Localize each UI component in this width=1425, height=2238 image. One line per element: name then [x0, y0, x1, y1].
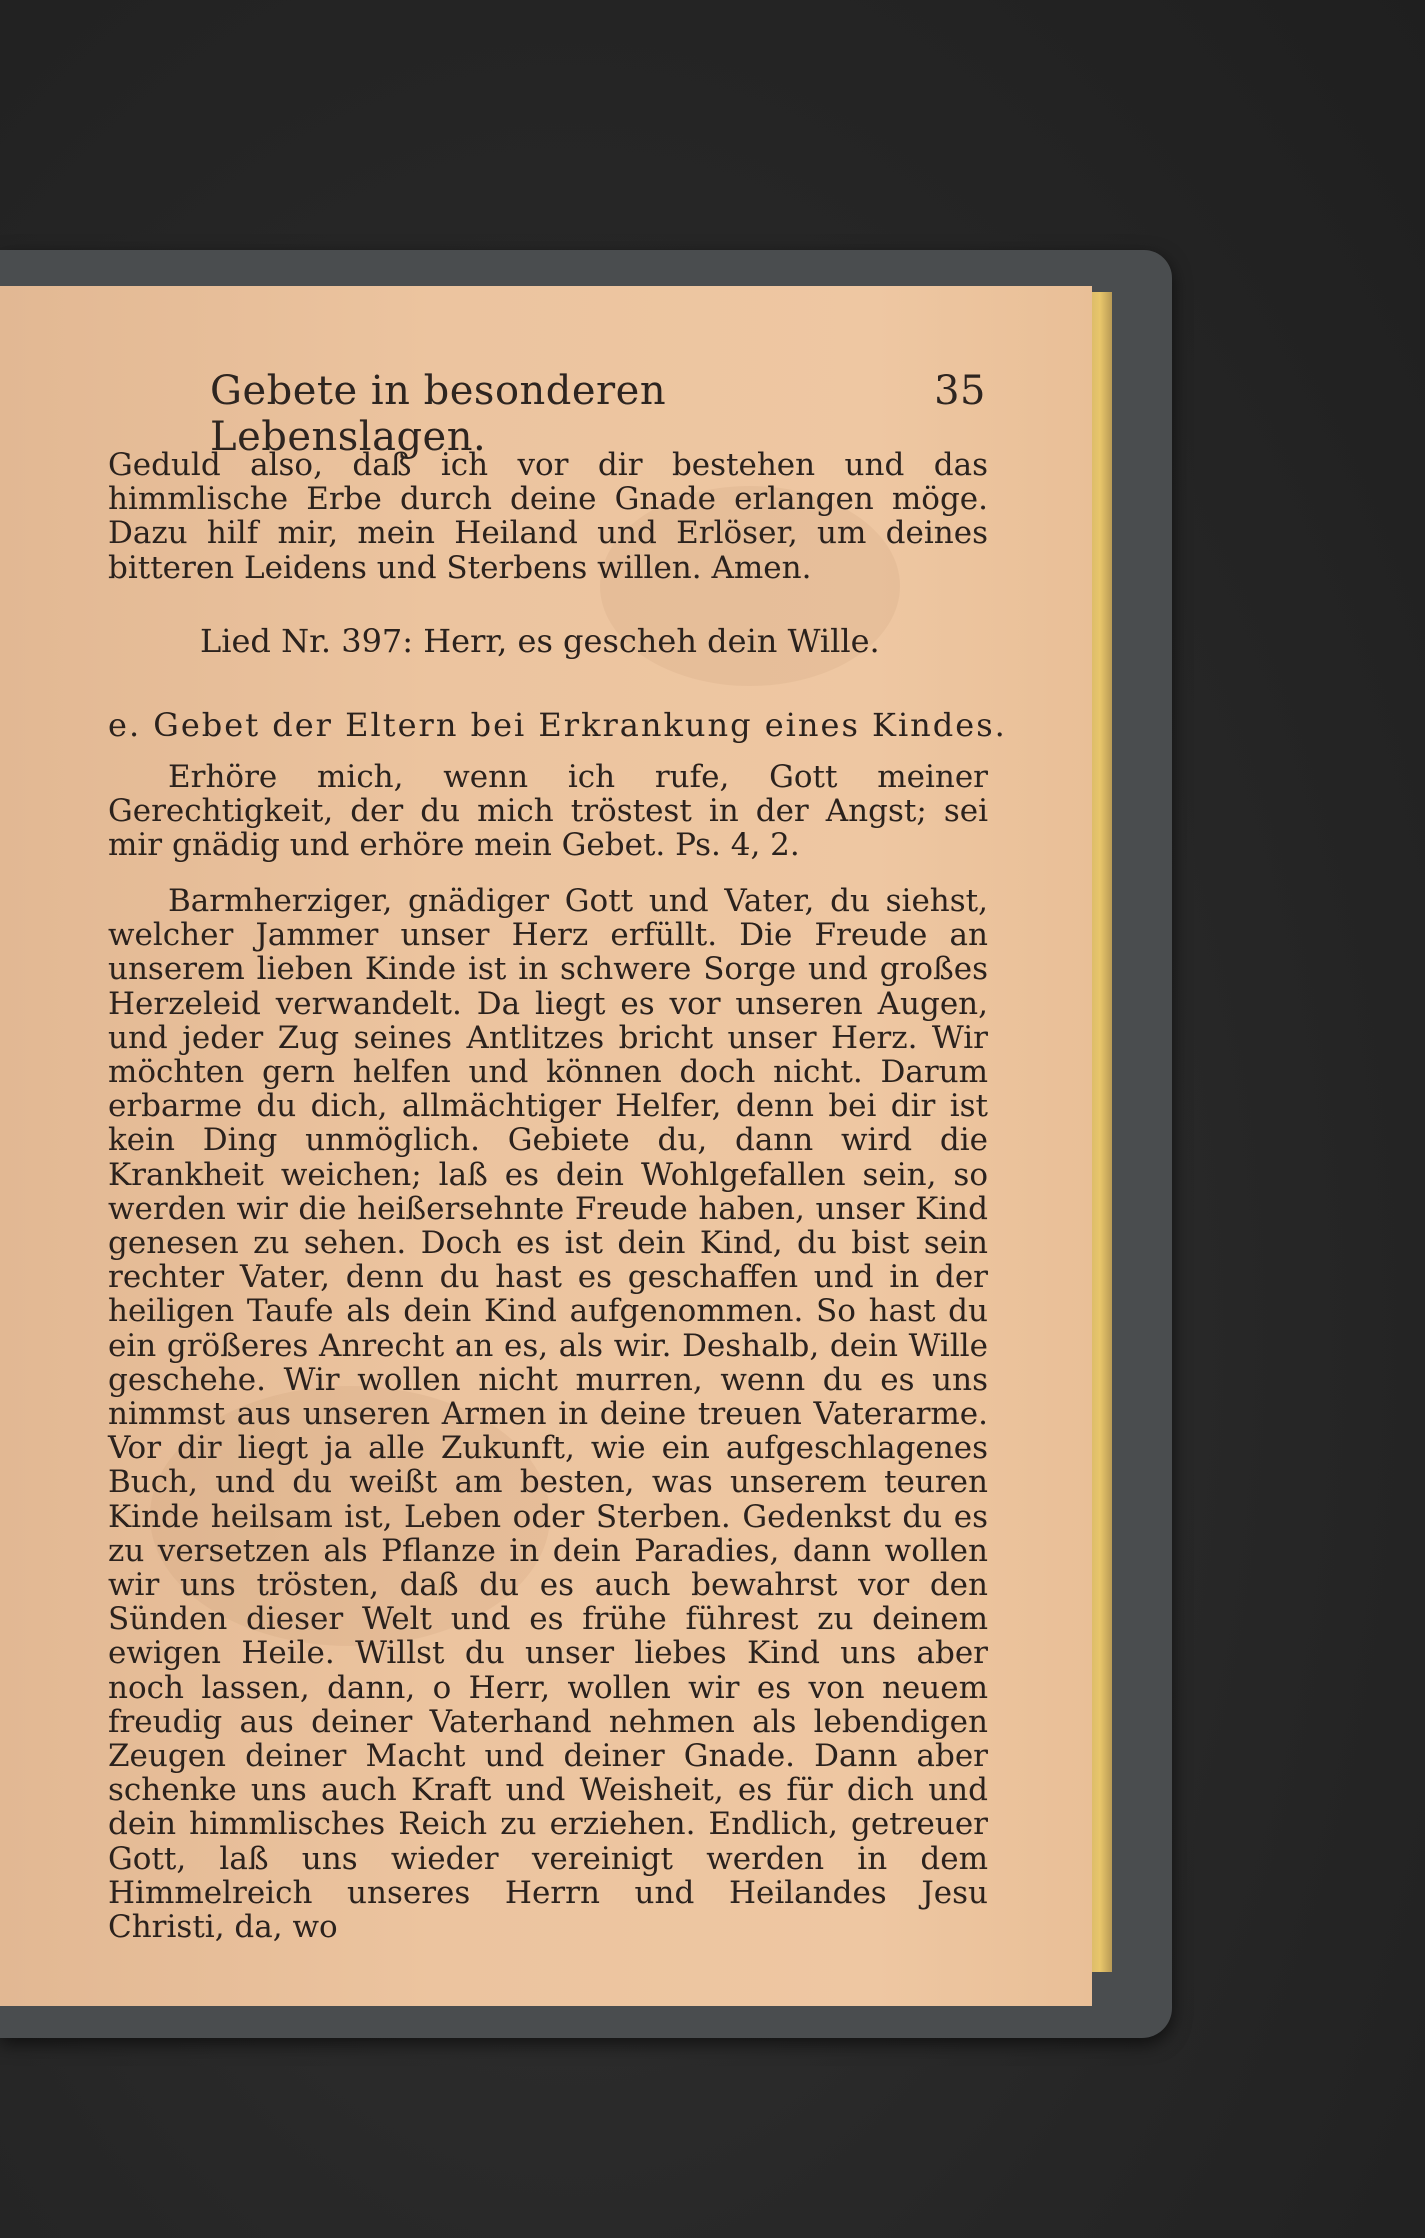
- opening-paragraph: [108, 448, 988, 585]
- page-number: 35: [934, 368, 986, 414]
- header-title: Gebete in besonderen Lebenslagen.: [210, 368, 667, 460]
- hymn-reference: Lied Nr. 397: Herr, es gescheh dein Wille.: [200, 622, 880, 660]
- section-heading: e. Gebet der Eltern bei Erkrankung eines Kindes.: [108, 706, 1007, 744]
- psalm-paragraph-text: Erhöre mich, wenn ich rufe, Gott meiner Gerechtigkeit, der du mich tröstest in der Angst; sei mir gnädig und erhöre mein Gebet. Ps. 4, 2.: [108, 759, 988, 864]
- main-prayer: [108, 884, 988, 1944]
- psalm-paragraph: [108, 760, 988, 863]
- opening-paragraph-text: Geduld also, daß ich vor dir bestehen und das himmlische Erbe durch deine Gnade erlangen möge. Dazu hilf mir, mein Heiland und Erlöser, um deines bitteren Leidens und Sterbens willen. Amen.: [108, 447, 988, 586]
- main-prayer-text: Barmherziger, gnädiger Gott und Vater, du siehst, welcher Jammer unser Herz erfüllt. Die Freude an unserem lieben Kinde ist in schwere Sorge und großes Herzeleid verwandelt. Da liegt es vor unseren Augen, und jeder Zug seines Antlitzes bricht unser Herz. Wir möchten gern helfen und können doch nicht. Darum erbarme du dich, allmächtiger Helfer, denn bei dir ist kein Ding unmöglich. Gebiete du, dann wird die Krankheit weichen; laß es dein Wohlgefallen sein, so werden wir die heißersehnte Freude haben, unser Kind genesen zu sehen. Doch es ist dein Kind, du bist sein rechter Vater, denn du hast es geschaffen und in der heiligen Taufe als dein Kind aufgenommen. So hast du ein größeres Anrecht an es, als wir. Deshalb, dein Wille geschehe. Wir wollen nicht murren, wenn du es uns nimmst aus unseren Armen in deine treuen Vaterarme. Vor dir liegt ja alle Zukunft, wie ein aufgeschlagenes Buch, und du weißt am besten, was unserem teuren Kinde heilsam ist, Leben oder Sterben. Gedenkst du es zu versetzen als Pflanze in dein Paradies, dann wollen wir uns trösten, daß du es auch bewahrst vor den Sünden dieser Welt und es frühe führest zu deinem ewigen Heile. Willst du unser liebes Kind uns aber noch lassen, dann, o Herr, wollen wir es von neuem freudig aus deiner Vaterhand nehmen als lebendigen Zeugen deiner Macht und deiner Gnade. Dann aber schenke uns auch Kraft und Weisheit, es für dich und dein himmlisches Reich zu erziehen. Endlich, getreuer Gott, laß uns wieder vereinigt werden in dem Himmelreich unseres Herrn und Heilandes Jesu Christi, da, wo: [108, 883, 988, 1946]
